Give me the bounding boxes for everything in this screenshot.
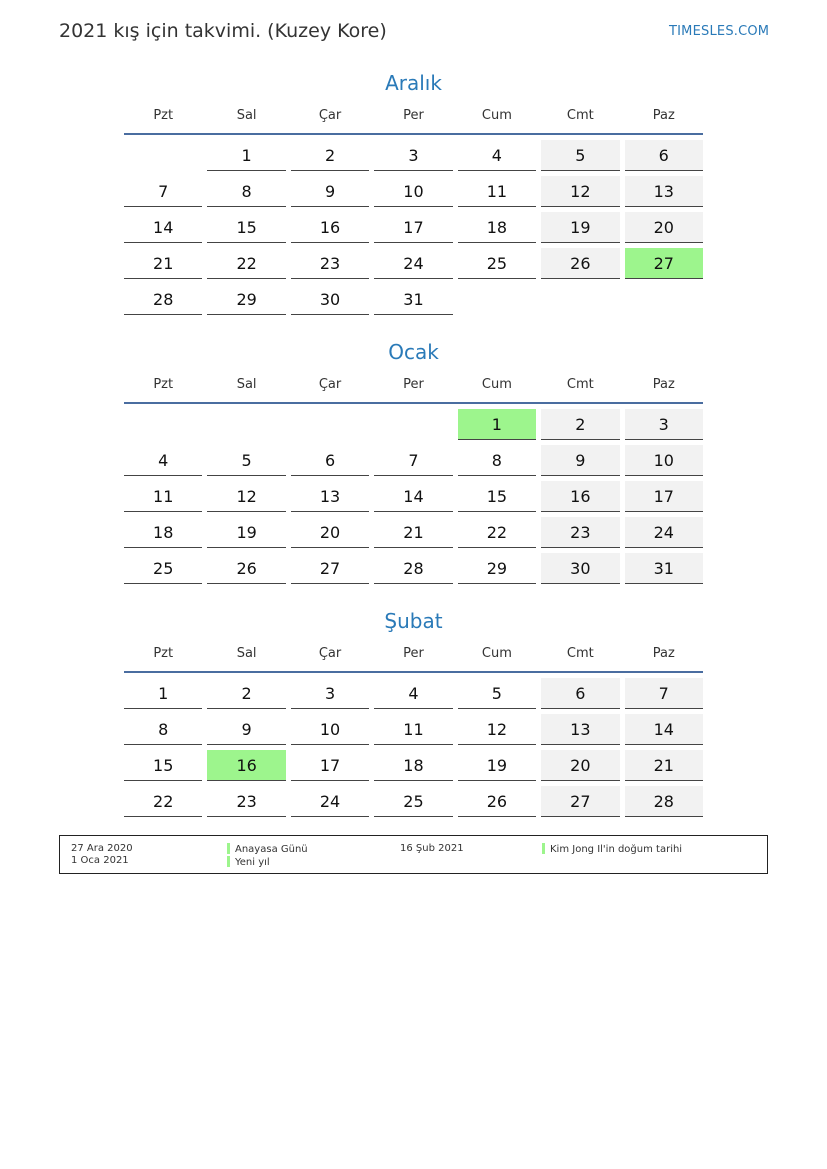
- day-cell: 14: [374, 481, 452, 512]
- day-cell: 20: [541, 750, 619, 781]
- weekday-label: Sal: [236, 377, 257, 392]
- day-cell: 26: [458, 786, 536, 817]
- day-cell: 8: [458, 445, 536, 476]
- day-cell: 21: [374, 517, 452, 548]
- day-cell: 25: [124, 553, 202, 584]
- weekday-label: Cmt: [566, 108, 594, 123]
- legend-holiday-marker: [542, 843, 545, 854]
- month-title: Ocak: [388, 340, 439, 364]
- weekday-header: [124, 101, 703, 135]
- day-cell: 15: [124, 750, 202, 781]
- day-cell: 24: [291, 786, 369, 817]
- legend-holiday-name: Kim Jong Il'in doğum tarihi: [550, 844, 683, 855]
- day-cell: 23: [207, 786, 285, 817]
- empty-day-cell: [374, 409, 452, 440]
- day-cell: 25: [374, 786, 452, 817]
- day-cell: 13: [291, 481, 369, 512]
- weekday-label: Çar: [318, 377, 342, 392]
- day-cell: 24: [374, 248, 452, 279]
- day-cell: 3: [374, 140, 452, 171]
- day-cell: 1: [124, 678, 202, 709]
- day-cell: 18: [458, 212, 536, 243]
- day-cell: 5: [207, 445, 285, 476]
- day-cell: 11: [124, 481, 202, 512]
- day-cell: 7: [625, 678, 703, 709]
- day-cell: 5: [541, 140, 619, 171]
- legend-holiday-marker: [227, 843, 230, 854]
- day-cell: 4: [124, 445, 202, 476]
- day-cell: 28: [625, 786, 703, 817]
- day-cell: 9: [291, 176, 369, 207]
- day-cell: 16: [207, 750, 285, 781]
- holiday-legend: [59, 835, 768, 874]
- weekday-header: [124, 639, 703, 673]
- weekday-label: Per: [403, 646, 424, 661]
- weekday-label: Paz: [652, 377, 675, 392]
- day-cell: 20: [625, 212, 703, 243]
- day-cell: 30: [541, 553, 619, 584]
- weekday-label: Pzt: [153, 108, 174, 123]
- week-row: [124, 481, 703, 512]
- empty-day-cell: [207, 409, 285, 440]
- day-cell: 6: [625, 140, 703, 171]
- legend-date: 1 Oca 2021: [71, 855, 129, 866]
- day-cell: 13: [541, 714, 619, 745]
- day-cell: 9: [541, 445, 619, 476]
- month-calendar: [124, 606, 703, 822]
- week-row: [124, 678, 703, 709]
- day-cell: 1: [458, 409, 536, 440]
- day-cell: 22: [458, 517, 536, 548]
- month-calendar: [124, 337, 703, 589]
- day-cell: 2: [541, 409, 619, 440]
- day-cell: 20: [291, 517, 369, 548]
- weekday-label: Per: [403, 108, 424, 123]
- month-title: Şubat: [384, 609, 443, 633]
- week-row: [124, 714, 703, 745]
- day-cell: 12: [207, 481, 285, 512]
- week-row: [124, 212, 703, 243]
- day-cell: 6: [541, 678, 619, 709]
- day-cell: 8: [124, 714, 202, 745]
- weekday-label: Cum: [481, 108, 512, 123]
- legend-date: 16 Şub 2021: [400, 843, 464, 854]
- empty-day-cell: [124, 140, 202, 171]
- day-cell: 22: [207, 248, 285, 279]
- day-cell: 27: [291, 553, 369, 584]
- empty-day-cell: [625, 284, 703, 315]
- day-cell: 10: [291, 714, 369, 745]
- day-cell: 7: [374, 445, 452, 476]
- day-cell: 11: [458, 176, 536, 207]
- day-cell: 4: [458, 140, 536, 171]
- day-cell: 19: [541, 212, 619, 243]
- day-cell: 13: [625, 176, 703, 207]
- day-cell: 15: [458, 481, 536, 512]
- week-row: [124, 140, 703, 171]
- day-cell: 23: [291, 248, 369, 279]
- day-cell: 31: [374, 284, 452, 315]
- weekday-label: Paz: [652, 646, 675, 661]
- day-cell: 17: [625, 481, 703, 512]
- day-cell: 18: [374, 750, 452, 781]
- day-cell: 6: [291, 445, 369, 476]
- weekday-label: Sal: [236, 646, 257, 661]
- weekday-label: Çar: [318, 108, 342, 123]
- day-cell: 27: [625, 248, 703, 279]
- day-cell: 22: [124, 786, 202, 817]
- day-cell: 11: [374, 714, 452, 745]
- day-cell: 2: [291, 140, 369, 171]
- day-cell: 8: [207, 176, 285, 207]
- weekday-label: Cum: [481, 377, 512, 392]
- month-title: Aralık: [385, 71, 442, 95]
- legend-holiday-marker: [227, 856, 230, 867]
- day-cell: 7: [124, 176, 202, 207]
- day-cell: 19: [458, 750, 536, 781]
- week-row: [124, 248, 703, 279]
- weekday-label: Çar: [318, 646, 342, 661]
- weekday-label: Sal: [236, 108, 257, 123]
- day-cell: 21: [625, 750, 703, 781]
- day-cell: 29: [207, 284, 285, 315]
- week-row: [124, 553, 703, 584]
- week-row: [124, 750, 703, 781]
- weekday-label: Cmt: [566, 377, 594, 392]
- day-cell: 3: [625, 409, 703, 440]
- day-cell: 9: [207, 714, 285, 745]
- legend-date: 27 Ara 2020: [71, 843, 133, 854]
- week-row: [124, 517, 703, 548]
- weekday-header: [124, 370, 703, 404]
- day-cell: 28: [374, 553, 452, 584]
- empty-day-cell: [458, 284, 536, 315]
- week-row: [124, 786, 703, 817]
- day-cell: 14: [124, 212, 202, 243]
- day-cell: 3: [291, 678, 369, 709]
- empty-day-cell: [541, 284, 619, 315]
- weekday-label: Cmt: [566, 646, 594, 661]
- day-cell: 16: [541, 481, 619, 512]
- day-cell: 12: [458, 714, 536, 745]
- weekday-label: Per: [403, 377, 424, 392]
- day-cell: 23: [541, 517, 619, 548]
- day-cell: 10: [625, 445, 703, 476]
- day-cell: 28: [124, 284, 202, 315]
- week-row: [124, 284, 703, 315]
- day-cell: 1: [207, 140, 285, 171]
- day-cell: 29: [458, 553, 536, 584]
- day-cell: 27: [541, 786, 619, 817]
- site-link[interactable]: TIMESLES.COM: [669, 24, 770, 39]
- day-cell: 17: [291, 750, 369, 781]
- day-cell: 30: [291, 284, 369, 315]
- day-cell: 19: [207, 517, 285, 548]
- day-cell: 10: [374, 176, 452, 207]
- week-row: [124, 176, 703, 207]
- empty-day-cell: [124, 409, 202, 440]
- week-row: [124, 445, 703, 476]
- day-cell: 16: [291, 212, 369, 243]
- day-cell: 4: [374, 678, 452, 709]
- day-cell: 31: [625, 553, 703, 584]
- weekday-label: Pzt: [153, 377, 174, 392]
- empty-day-cell: [291, 409, 369, 440]
- page-title: 2021 kış için takvimi. (Kuzey Kore): [59, 20, 387, 42]
- day-cell: 26: [541, 248, 619, 279]
- weekday-label: Paz: [652, 108, 675, 123]
- day-cell: 24: [625, 517, 703, 548]
- day-cell: 18: [124, 517, 202, 548]
- month-calendar: [124, 68, 703, 320]
- day-cell: 17: [374, 212, 452, 243]
- day-cell: 25: [458, 248, 536, 279]
- day-cell: 5: [458, 678, 536, 709]
- legend-holiday-name: Anayasa Günü: [235, 844, 308, 855]
- day-cell: 12: [541, 176, 619, 207]
- day-cell: 2: [207, 678, 285, 709]
- day-cell: 15: [207, 212, 285, 243]
- day-cell: 26: [207, 553, 285, 584]
- weekday-label: Pzt: [153, 646, 174, 661]
- day-cell: 21: [124, 248, 202, 279]
- day-cell: 14: [625, 714, 703, 745]
- legend-holiday-name: Yeni yıl: [235, 857, 270, 868]
- weekday-label: Cum: [481, 646, 512, 661]
- week-row: [124, 409, 703, 440]
